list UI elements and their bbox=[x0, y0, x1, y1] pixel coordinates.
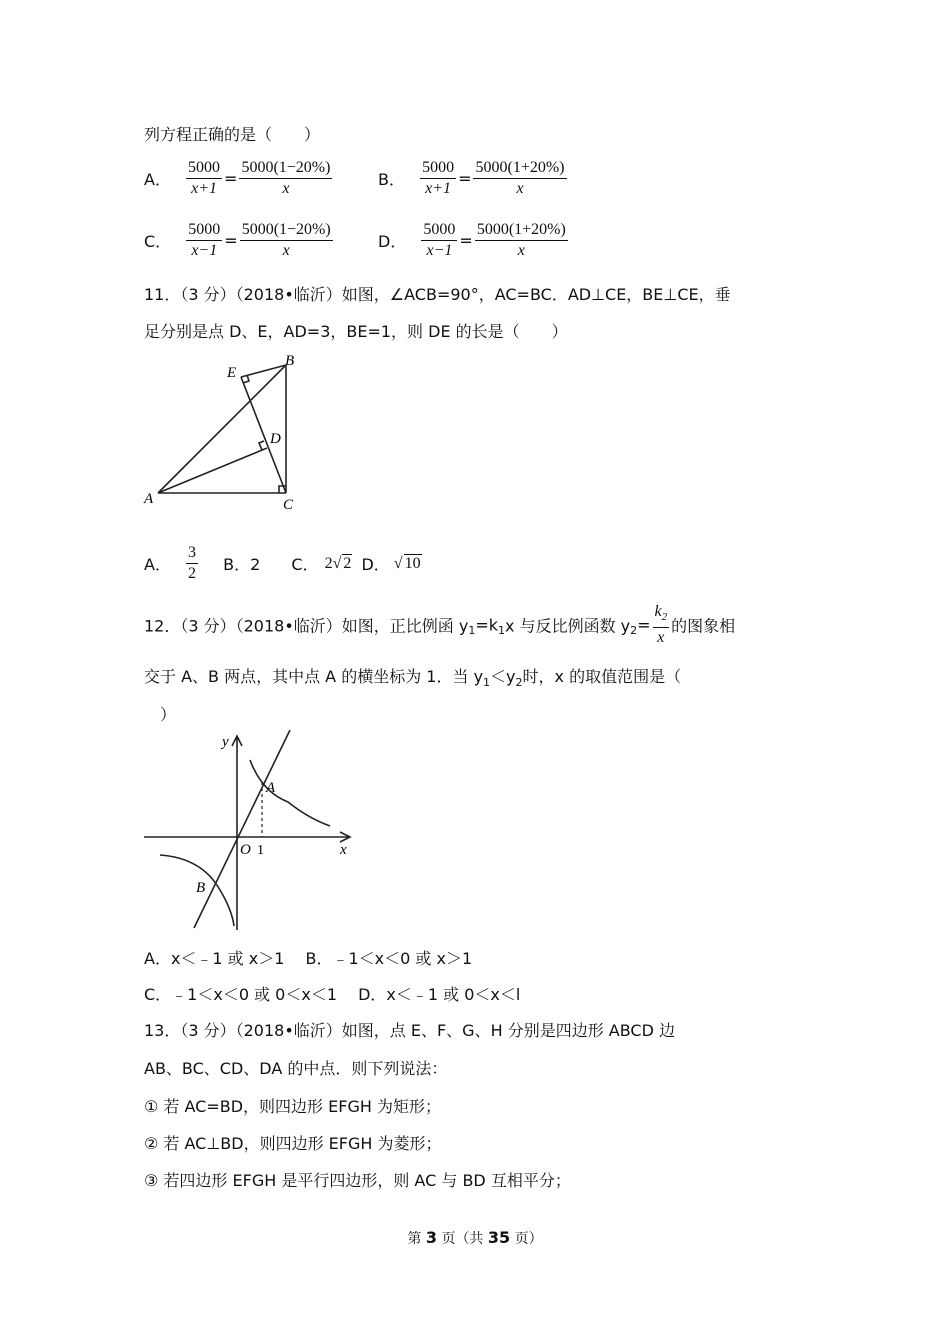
numerator: 5000 bbox=[186, 220, 222, 241]
equals-sign: = bbox=[224, 231, 238, 250]
q13-stem-line1: 13．（3 分）（2018•临沂）如图，点 E、F、G、H 分别是四边形 ABCD 边 bbox=[144, 1021, 676, 1040]
denominator: x+1 bbox=[425, 180, 452, 197]
denominator: x bbox=[282, 242, 290, 259]
equals-sign: = bbox=[458, 169, 472, 188]
q13-item-2: ② 若 AC⊥BD，则四边形 EFGH 为菱形； bbox=[144, 1134, 442, 1153]
denominator: x−1 bbox=[191, 242, 218, 259]
option-c-letter: C． bbox=[291, 555, 319, 574]
denominator: x bbox=[282, 180, 290, 197]
lhs-fraction bbox=[420, 158, 456, 199]
numerator: 3 bbox=[186, 543, 198, 564]
label-b: B bbox=[196, 880, 206, 896]
subscript: 2 bbox=[661, 611, 668, 624]
option-c-coef: 2 bbox=[324, 554, 333, 572]
option-c-radicand: 2 bbox=[343, 555, 352, 572]
q10-option-d bbox=[378, 220, 570, 261]
label-origin: O bbox=[240, 842, 251, 858]
q13-stem-line2: AB、BC、CD、DA 的中点．则下列说法： bbox=[144, 1059, 448, 1078]
q13-item-1: ① 若 AC=BD，则四边形 EFGH 为矩形； bbox=[144, 1097, 441, 1116]
hyperbola-branch-first-quadrant bbox=[250, 760, 330, 826]
segment-ad bbox=[158, 448, 267, 493]
denominator: x bbox=[516, 180, 524, 197]
option-letter: A． bbox=[144, 170, 171, 189]
q13-item-3: ③ 若四边形 EFGH 是平行四边形，则 AC 与 BD 互相平分； bbox=[144, 1171, 571, 1190]
line-y1 bbox=[194, 730, 290, 928]
numerator: 5000(1+20%) bbox=[475, 220, 568, 241]
footer-mid: 页（共 bbox=[441, 1231, 484, 1247]
q11-stem-line1: 11．（3 分）（2018•临沂）如图，∠ACB=90°，AC=BC．AD⊥CE，BE⊥CE，垂 bbox=[144, 285, 731, 304]
total-pages: 35 bbox=[487, 1228, 511, 1247]
page-number: 3 bbox=[425, 1228, 437, 1247]
label-d: D bbox=[270, 431, 281, 447]
subscript: 2 bbox=[630, 623, 638, 637]
denominator: x bbox=[517, 242, 525, 259]
denominator: x−1 bbox=[426, 242, 453, 259]
q12-function-graph bbox=[140, 730, 360, 935]
q11-options bbox=[144, 543, 422, 584]
numerator: 5000 bbox=[186, 158, 222, 179]
subscript: 1 bbox=[468, 623, 476, 637]
q10-option-c bbox=[144, 220, 335, 261]
label-y: y bbox=[222, 734, 229, 750]
numerator: 5000(1+20%) bbox=[473, 158, 566, 179]
numerator bbox=[653, 602, 670, 628]
text: 时，x 的取值范围是（ bbox=[522, 667, 682, 686]
equals-sign: = bbox=[224, 169, 238, 188]
label-x: x bbox=[340, 842, 347, 858]
k2-over-x-fraction bbox=[653, 602, 670, 648]
option-letter: C． bbox=[144, 232, 172, 251]
label-one: 1 bbox=[257, 843, 264, 858]
right-angle-d bbox=[259, 441, 264, 450]
text: 12．（3 分）（2018•临沂）如图，正比例函 y bbox=[144, 616, 469, 636]
option-letter: B． bbox=[378, 170, 405, 189]
numerator: 5000 bbox=[420, 158, 456, 179]
label-a: A bbox=[266, 780, 276, 796]
label-a: A bbox=[144, 491, 154, 507]
option-a-letter: A． bbox=[144, 555, 171, 574]
text: x 与反比例函数 y bbox=[505, 616, 631, 636]
subscript: 1 bbox=[483, 676, 491, 690]
q10-stem-tail: 列方程正确的是（ ） bbox=[144, 125, 321, 144]
text: ＜y bbox=[490, 667, 516, 686]
numerator: 5000 bbox=[421, 220, 457, 241]
page-footer bbox=[0, 1228, 950, 1248]
rhs-fraction bbox=[473, 158, 566, 199]
lhs-fraction bbox=[186, 220, 222, 261]
sqrt-icon: √ bbox=[393, 554, 403, 572]
subscript: 2 bbox=[515, 676, 523, 690]
option-letter: D． bbox=[378, 232, 407, 251]
equals-sign: = bbox=[459, 231, 473, 250]
text: 的图象相 bbox=[671, 616, 736, 636]
option-d-radicand: 10 bbox=[404, 555, 421, 572]
subscript: 1 bbox=[498, 623, 506, 637]
option-d-letter: D． bbox=[361, 555, 390, 574]
denominator: x bbox=[657, 629, 665, 647]
label-b: B bbox=[285, 355, 295, 369]
q11-stem-line2: 足分别是点 D、E，AD=3，BE=1，则 DE 的长是（ ） bbox=[144, 322, 568, 341]
text: 交于 A、B 两点，其中点 A 的横坐标为 1．当 y bbox=[144, 667, 484, 686]
q10-option-b bbox=[378, 158, 569, 199]
label-c: C bbox=[283, 497, 294, 513]
text: = bbox=[637, 615, 651, 635]
option-a-fraction bbox=[186, 543, 198, 584]
option-b: B．2 bbox=[223, 555, 261, 574]
q12-options-line2: C．﹣1＜x＜0 或 0＜x＜1 D．x＜﹣1 或 0＜x＜l bbox=[144, 985, 521, 1004]
denominator: x+1 bbox=[191, 180, 217, 197]
q12-stem-line1 bbox=[144, 602, 735, 648]
numerator: 5000(1−20%) bbox=[239, 158, 332, 179]
q12-stem-line3: ） bbox=[144, 705, 177, 724]
rhs-fraction bbox=[240, 220, 333, 261]
rhs-fraction bbox=[239, 158, 332, 199]
sqrt-icon: √ bbox=[332, 554, 342, 572]
k: k bbox=[654, 603, 662, 620]
denominator: 2 bbox=[188, 565, 197, 582]
label-e: E bbox=[227, 365, 237, 381]
lhs-fraction bbox=[186, 158, 222, 199]
footer-suffix: 页） bbox=[514, 1231, 543, 1247]
footer-prefix: 第 bbox=[407, 1231, 422, 1247]
numerator: 5000(1−20%) bbox=[240, 220, 333, 241]
lhs-fraction bbox=[421, 220, 457, 261]
q12-options-line1: A．x＜﹣1 或 x＞1 B．﹣1＜x＜0 或 x＞1 bbox=[144, 949, 473, 968]
segment-ab bbox=[158, 365, 286, 493]
text: =k bbox=[475, 615, 499, 635]
rhs-fraction bbox=[475, 220, 568, 261]
q12-stem-line2 bbox=[144, 666, 681, 694]
q11-triangle-figure bbox=[140, 355, 310, 515]
q10-option-a bbox=[144, 158, 334, 199]
